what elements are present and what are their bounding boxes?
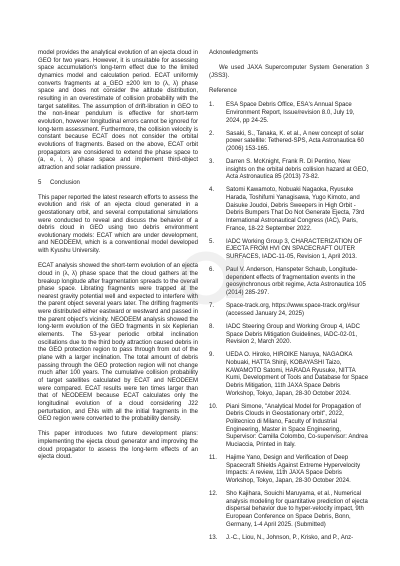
acknowledgments-heading: Acknowledgments <box>209 50 259 56</box>
reference-number: 11. <box>209 454 217 461</box>
intro-paragraph: model provides the analytical evolution of an ejecta cloud in GEO for two years. However, it is unsuitable for assessing space accumulation's long-term effect due to the limited dynamics model and calculation period. ECAT uniformly converts fragments at a_GEO ±200 km to (λ, λ̇) phase space and does not consider the altitude distribution, resulting in an overestimate of collision probability with the target satellites. The assumption of drift-libration in GEO to the non-linear pendulum is effective for short-term evolution, however longitudinal errors cannot be ignored for long-term assessment. Furthermore, the collision velocity is constant because ECAT does not consider the orbital evolutions of fragments. Based on the above, ECAT orbit propagators are considered to extend the phase space to (a, e, i, λ) phase space and implement third-object attraction and solar radiation pressure. <box>38 50 198 171</box>
reference-item <box>209 404 369 450</box>
reference-text: Piani Simone, "Analytical Model for Propagation of Debris Clouds in Geostationary orbit", 2022, Politecnico di Milano, Faculty of Industrial Engineering, Master in Space Engineering, Supervisor: Camilla Colombo, Co-supervisor: Andrea Muciaccia, Printed in Italy. <box>226 403 368 448</box>
reference-text: Hajime Yano, Design and Verification of Deep Spacecraft Shields Against Extreme Hypervelocity Impacts: A review, 11th JAXA Space Debris Workshop, Tokyo, Japan, 28-30 October 2024. <box>226 454 361 484</box>
reference-item <box>209 102 369 125</box>
reference-item <box>209 491 369 529</box>
reference-number: 8. <box>209 323 215 330</box>
right-column <box>209 50 369 548</box>
reference-number: 13. <box>209 534 218 541</box>
reference-text: ESA Space Debris Office, ESA's Annual Space Environment Report, Issue/revision 8.0, July 19, 2024, pp 24-25. <box>226 102 355 124</box>
references-heading: Reference <box>209 87 237 94</box>
reference-item <box>209 187 369 233</box>
reference-item <box>209 131 369 154</box>
reference-item <box>209 535 369 543</box>
reference-number: 6. <box>209 267 215 274</box>
reference-number: 9. <box>209 352 215 359</box>
reference-number: 4. <box>209 187 215 194</box>
reference-number: 10. <box>209 403 218 410</box>
reference-number: 12. <box>209 490 218 497</box>
reference-number: 2. <box>209 130 215 137</box>
conclusion-paragraph: This paper reported the latest research efforts to assess the evolution and risk of an ejecta cloud generated in a geostationary orbit, and several computational simulations were conducted to reveal and discuss the behavior of a debris cloud in GEO using two debris environment evolutionary models: ECAT which are under development, and NEODEEM, which is a conventional model developed with Kyushu University. <box>38 194 198 255</box>
reference-number: 3. <box>209 159 215 166</box>
reference-number: 1. <box>209 102 215 109</box>
conclusion-paragraph: This paper introduces two future development plans: implementing the ejecta cloud generator and improving the cloud propagator to assess the long-term effects of an ejecta cloud. <box>38 431 198 461</box>
acknowledgments-text: We used JAXA Supercomputer System Generation 3 (JSS3). <box>209 64 369 79</box>
reference-item <box>209 455 369 486</box>
reference-text: Space-track.org, https://www.space-track.org/#sur (accessed January 24, 2025) <box>226 303 360 317</box>
section-number: 5 <box>38 179 42 186</box>
conclusion-heading <box>38 180 198 188</box>
reference-item <box>209 239 369 262</box>
reference-item <box>209 159 369 182</box>
reference-item <box>209 352 369 398</box>
reference-text: Sasaki, S., Tanaka, K. et al., A new concept of solar power satellite: Tethered-SPS, Acta Astronautica 60 (2006) 153-165. <box>226 130 365 153</box>
reference-text: UEDA O. Hiroko, HIROIKE Naruya, NAGAOKA Nobuaki, HATTA Shinji, KOBAYASHI Taizo, KAWAMOTO Satomi, HARADA Ryusuke, NITTA Kumi, Development of Tools and Database for Space Debris Mitigation, 11th JAXA Space Debris Workshop, Tokyo, Japan, 28-30 October 2024. <box>226 352 369 397</box>
reference-item <box>209 324 369 347</box>
left-column <box>38 50 198 469</box>
reference-text: IADC Steering Group and Working Group 4, IADC Space Debris Mitigation Guidelines, IADC-02-01, Revision 2, March 2020. <box>226 323 360 346</box>
reference-text: IADC Working Group 3, CHARACTERIZATION OF EJECTA FROM HVI ON SPACECRAFT OUTER SURFACES, IADC-11-05, Revision 1, April 2013. <box>226 238 363 261</box>
reference-number: 5. <box>209 238 215 245</box>
reference-list <box>209 102 369 542</box>
reference-text: Satomi Kawamoto, Nobuaki Nagaoka, Ryusuke Harada, Toshifumi Yanagisawa, Yugo Kimoto, and Daisuke Joudoi, Debris Sweepers in High Orbit - Debris Bumpers That Do Not Generate Ejecta, 73rd International Astronautical Congress (IAC), Paris, France, 18-22 September 2022. <box>226 187 365 232</box>
conclusion-paragraph: ECAT analysis showed the short-term evolution of an ejecta cloud in (λ, λ̇) phase space that the cloud gathers at the breakup longitude after fragmentation spreads to the overall phase space. Librating fragments were trapped at the nearest gravity potential well and expected to interfere with the parent object several years later. The drifting fragments were distributed either eastward or westward and passed in the parent object's vicinity. NEODEEM analysis showed the long-term evolution of the GEO fragments in six Keplerian elements. The 53-year periodic orbital inclination oscillations due to the third body attraction caused debris in the GEO protection region to pass through from out of the plane with a larger inclination. The total amount of debris passing through the GEO protection region will not change much after 100 years. The cumulative collision probability of target satellites calculated by ECAT and NEODEEM were compared. ECAT results were ten times larger than that of NEODEEM because ECAT calculates only the longitudinal evolution of a cloud considering J22 perturbation, and ENs with all the initial fragments in the GEO region were converted to the probability density. <box>38 263 199 423</box>
reference-text: Paul V. Anderson, Hanspeter Schaub, Longitude-dependent effects of fragmentation events in the geosynchronous orbit regime, Acta Astronautica 105 (2014) 285-297. <box>226 267 366 297</box>
section-title: Conclusion <box>50 179 80 186</box>
reference-text: J.-C., Liou, N., Johnson, P., Krisko, and P., Anz- <box>226 534 354 541</box>
reference-text: Sho Kajihara, Souichi Maruyama, et al., Numerical analysis modeling for quantitative prediction of ejecta dispersal behavior due to hyper-velocity impact, 9th European Conference on Space Debris, Bonn, Germany, 1-4 April 2025. (Submitted) <box>226 490 368 528</box>
reference-item <box>209 303 369 318</box>
reference-text: Darren S. McKnight, Frank R. Di Pentino, New insights on the orbital debris collision hazard at GEO, Acta Astronautica 85 (2013) 73-82. <box>226 159 369 181</box>
reference-item <box>209 267 369 298</box>
reference-number: 7. <box>209 303 215 310</box>
